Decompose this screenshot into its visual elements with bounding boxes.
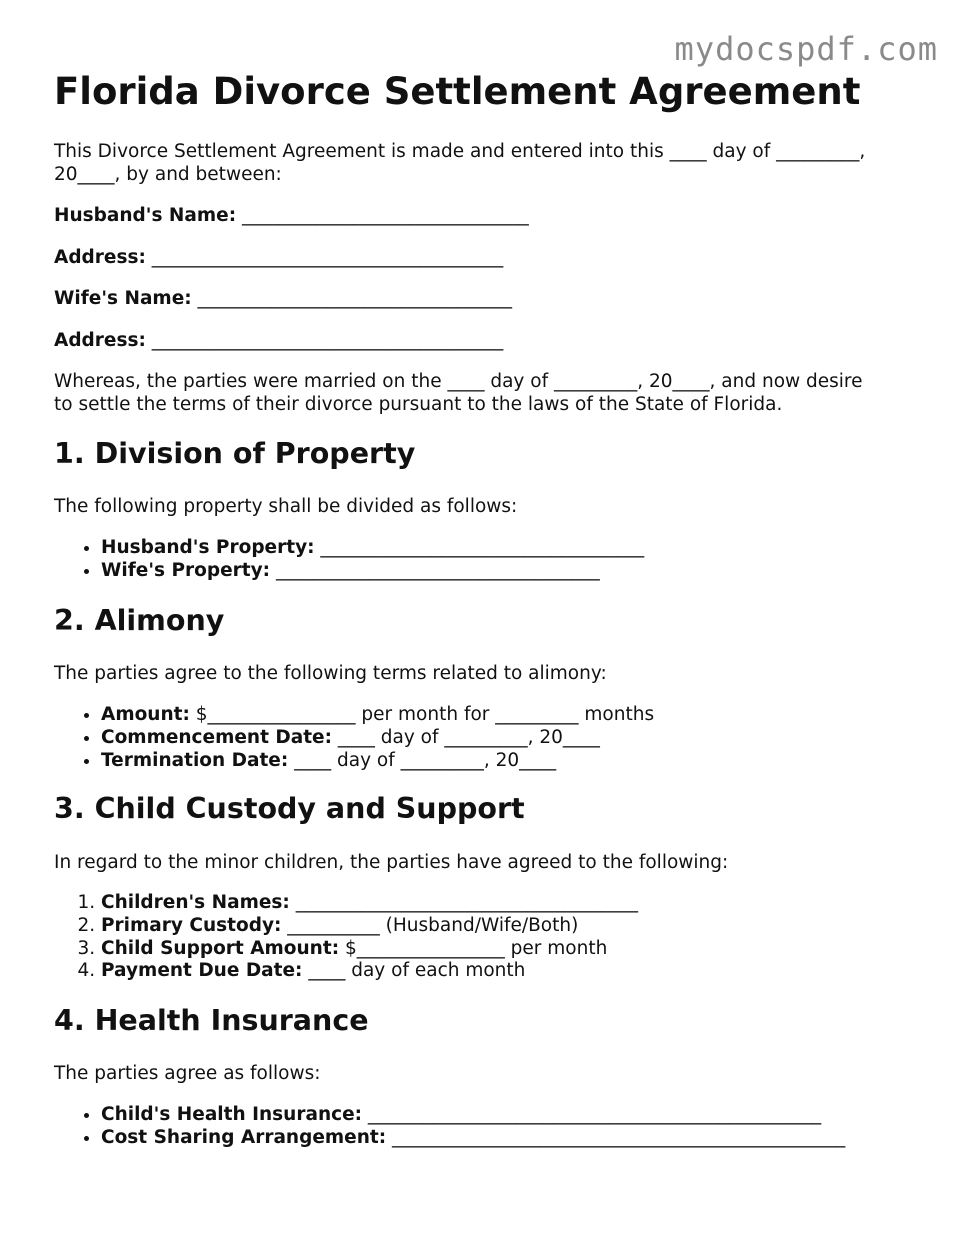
child-health-insurance-blank[interactable]: _________________________________________________ [362,1104,822,1125]
alimony-intro: The parties agree to the following terms related to alimony: [54,663,607,684]
section-heading-insurance: 4. Health Insurance [54,1004,369,1037]
list-item[interactable] [101,560,644,583]
husband-property-blank[interactable]: ___________________________________ [314,537,645,558]
list-item[interactable] [101,915,638,938]
commencement-date-label: Commencement Date: [101,726,332,748]
wife-name-blank[interactable]: __________________________________ [197,288,513,309]
husband-name-blank[interactable]: _______________________________ [242,205,529,226]
list-item[interactable] [101,938,638,961]
whereas-line-2: to settle the terms of their divorce pursuant to the laws of the State of Florida. [54,394,783,415]
wife-property-blank[interactable]: ___________________________________ [270,559,600,581]
custody-intro: In regard to the minor children, the parties have agreed to the following: [54,852,729,873]
alimony-amount-label: Amount: [101,704,190,725]
section-heading-alimony: 2. Alimony [54,604,225,637]
wife-address-field[interactable] [54,329,503,352]
property-intro: The following property shall be divided as follows: [54,496,518,517]
husband-name-label: Husband's Name: [54,205,237,226]
section-heading-property: 1. Division of Property [54,437,416,470]
list-item[interactable] [101,750,654,773]
list-item[interactable] [101,960,638,983]
wife-name-field[interactable] [54,287,512,310]
intro-line-1: This Divorce Settlement Agreement is made and entered into this ____ day of _________, [54,141,866,162]
husband-address-label: Address: [54,247,146,268]
document-title: Florida Divorce Settlement Agreement [54,70,861,113]
primary-custody-blank[interactable]: __________ (Husband/Wife/Both) [281,914,579,936]
whereas-paragraph [54,370,904,416]
commencement-date-blank[interactable]: ____ day of _________, 20____ [331,726,600,748]
husband-address-blank[interactable]: ______________________________________ [151,247,504,268]
husband-name-field[interactable] [54,204,529,227]
list-item[interactable] [101,1104,845,1127]
intro-line-2: 20____, by and between: [54,164,282,185]
payment-due-date-label: Payment Due Date: [101,960,303,982]
primary-custody-label: Primary Custody: [101,914,282,936]
section-heading-custody: 3. Child Custody and Support [54,792,525,825]
child-health-insurance-label: Child's Health Insurance: [101,1104,363,1125]
alimony-list [54,704,654,772]
termination-date-label: Termination Date: [101,749,289,771]
wife-address-label: Address: [54,330,146,351]
whereas-line-1: Whereas, the parties were married on the ____ day of _________, 20____, and now desire [54,371,863,392]
property-list [54,537,644,583]
list-item[interactable] [101,892,638,915]
cost-sharing-label: Cost Sharing Arrangement: [101,1126,387,1148]
wife-address-blank[interactable]: ______________________________________ [151,330,504,351]
insurance-intro: The parties agree as follows: [54,1063,321,1084]
intro-paragraph [54,140,904,186]
watermark: mydocspdf.com [674,30,938,68]
payment-due-date-blank[interactable]: ____ day of each month [302,960,526,982]
wife-name-label: Wife's Name: [54,288,192,309]
husband-address-field[interactable] [54,246,503,269]
child-support-amount-blank[interactable]: $________________ per month [339,937,608,959]
wife-property-label: Wife's Property: [101,559,271,581]
list-item[interactable] [101,1127,845,1150]
alimony-amount-blank[interactable]: $________________ per month for _________ months [189,704,655,725]
list-item[interactable] [101,727,654,750]
termination-date-blank[interactable]: ____ day of _________, 20____ [288,749,557,771]
children-names-blank[interactable]: _____________________________________ [289,892,638,913]
list-item[interactable] [101,537,644,560]
list-item[interactable] [101,704,654,727]
cost-sharing-blank[interactable]: _________________________________________________ [386,1126,846,1148]
husband-property-label: Husband's Property: [101,537,315,558]
insurance-list [54,1104,845,1150]
children-names-label: Children's Names: [101,892,290,913]
child-support-amount-label: Child Support Amount: [101,937,340,959]
custody-list [54,892,638,983]
